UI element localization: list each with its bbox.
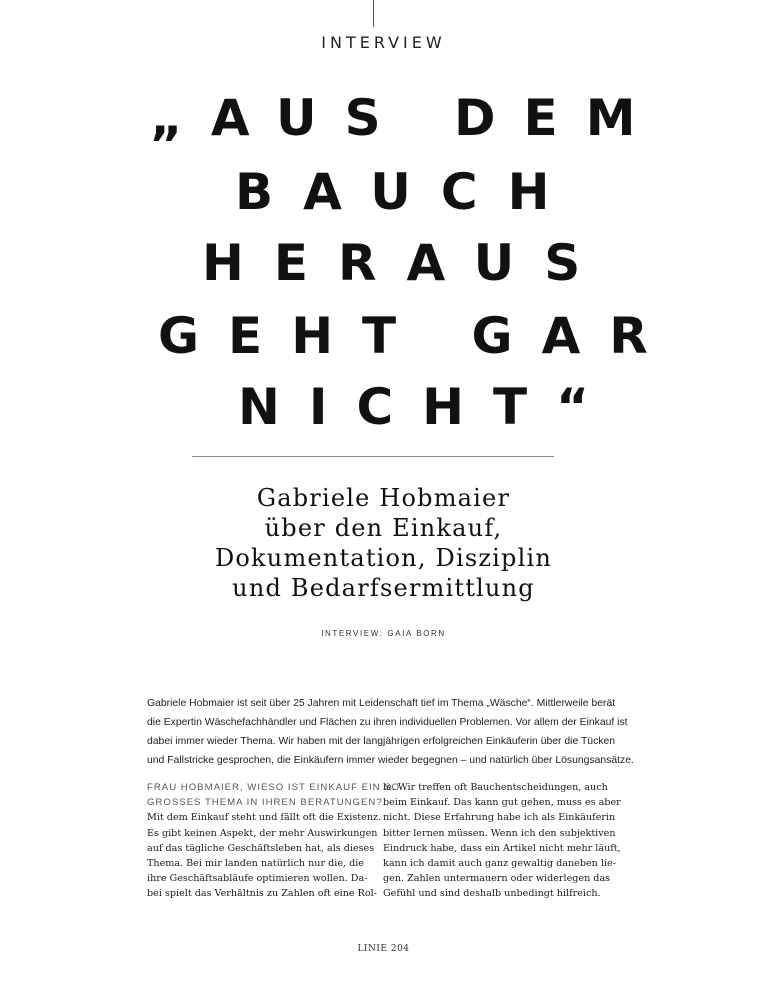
byline: INTERVIEW: GAIA BORN <box>321 629 446 638</box>
answer-line: Thema. Bei mir landen natürlich nur die, die <box>147 858 364 870</box>
headline-line-2: BAUCH <box>235 163 580 221</box>
answer-line: bitter lernen müssen. Wenn ich den subjektiven <box>383 827 616 839</box>
answer-line: bei spielt das Verhältnis zu Zahlen oft eine Rol- <box>147 888 377 900</box>
headline-divider <box>192 456 554 457</box>
answer-line: kann ich damit auch ganz gewaltig daneben lie- <box>383 858 616 870</box>
answer-line: beim Einkauf. Das kann gut gehen, muss es aber <box>383 797 621 809</box>
intro-paragraph <box>147 694 634 770</box>
subtitle-line-1: Gabriele Hobmaier <box>256 484 511 512</box>
headline-line-5: NICHT“ <box>238 378 618 436</box>
subtitle <box>0 483 767 603</box>
answer-line: gen. Zahlen untermauern oder widerlegen das <box>383 873 611 885</box>
interview-question-line: FRAU HOBMAIER, WIESO IST EINKAUF EIN SO <box>147 782 401 793</box>
intro-line: und Fallstricke gesprochen, die Einkäufern immer wieder begegnen – und natürlich über Lösungsansätze. <box>147 755 634 766</box>
page-folio: LINIE 204 <box>357 944 410 954</box>
intro-line: Gabriele Hobmaier ist seit über 25 Jahren mit Leidenschaft tief im Thema „Wäsche“. Mittlerweile berät <box>147 698 616 709</box>
answer-line: ihre Geschäftsabläufe optimieren wollen. Da- <box>147 873 368 885</box>
subtitle-line-2: über den Einkauf, <box>264 514 503 542</box>
answer-line: Gefühl und sind deshalb unbedingt hilfreich. <box>383 888 601 900</box>
answer-line: auf das tägliche Geschäftsleben hat, als dieses <box>147 842 375 854</box>
headline-line-3: HERAUS <box>202 234 611 292</box>
subtitle-line-4: und Bedarfsermittlung <box>232 574 535 602</box>
headline-line-1: „AUS DEM <box>150 89 664 147</box>
intro-line: dabei immer wieder Thema. Wir haben mit der langjährigen erfolgreichen Einkäuferin über die Tücken <box>147 736 616 747</box>
body-column-right <box>383 780 621 902</box>
headline-line-4: GEHT GAR <box>158 307 677 365</box>
subtitle-line-3: Dokumentation, Disziplin <box>214 544 553 572</box>
answer-line: Es gibt keinen Aspekt, der mehr Auswirkungen <box>147 827 378 839</box>
body-column-left <box>147 780 401 902</box>
section-label: INTERVIEW <box>321 33 446 52</box>
top-vertical-rule <box>373 0 374 27</box>
interview-question-line: GROSSES THEMA IN IHREN BERATUNGEN? <box>147 797 383 809</box>
intro-line: die Expertin Wäschefachhändler und Flächen zu ihren individuellen Problemen. Vor allem der Einkauf ist <box>147 717 628 728</box>
answer-line: nicht. Diese Erfahrung habe ich als Einkäuferin <box>383 812 616 824</box>
answer-line: le. Wir treffen oft Bauchentscheidungen, auch <box>383 782 608 793</box>
answer-line: Mit dem Einkauf steht und fällt oft die Existenz. <box>147 812 382 824</box>
answer-line: Eindruck habe, dass ein Artikel nicht mehr läuft, <box>383 842 621 854</box>
